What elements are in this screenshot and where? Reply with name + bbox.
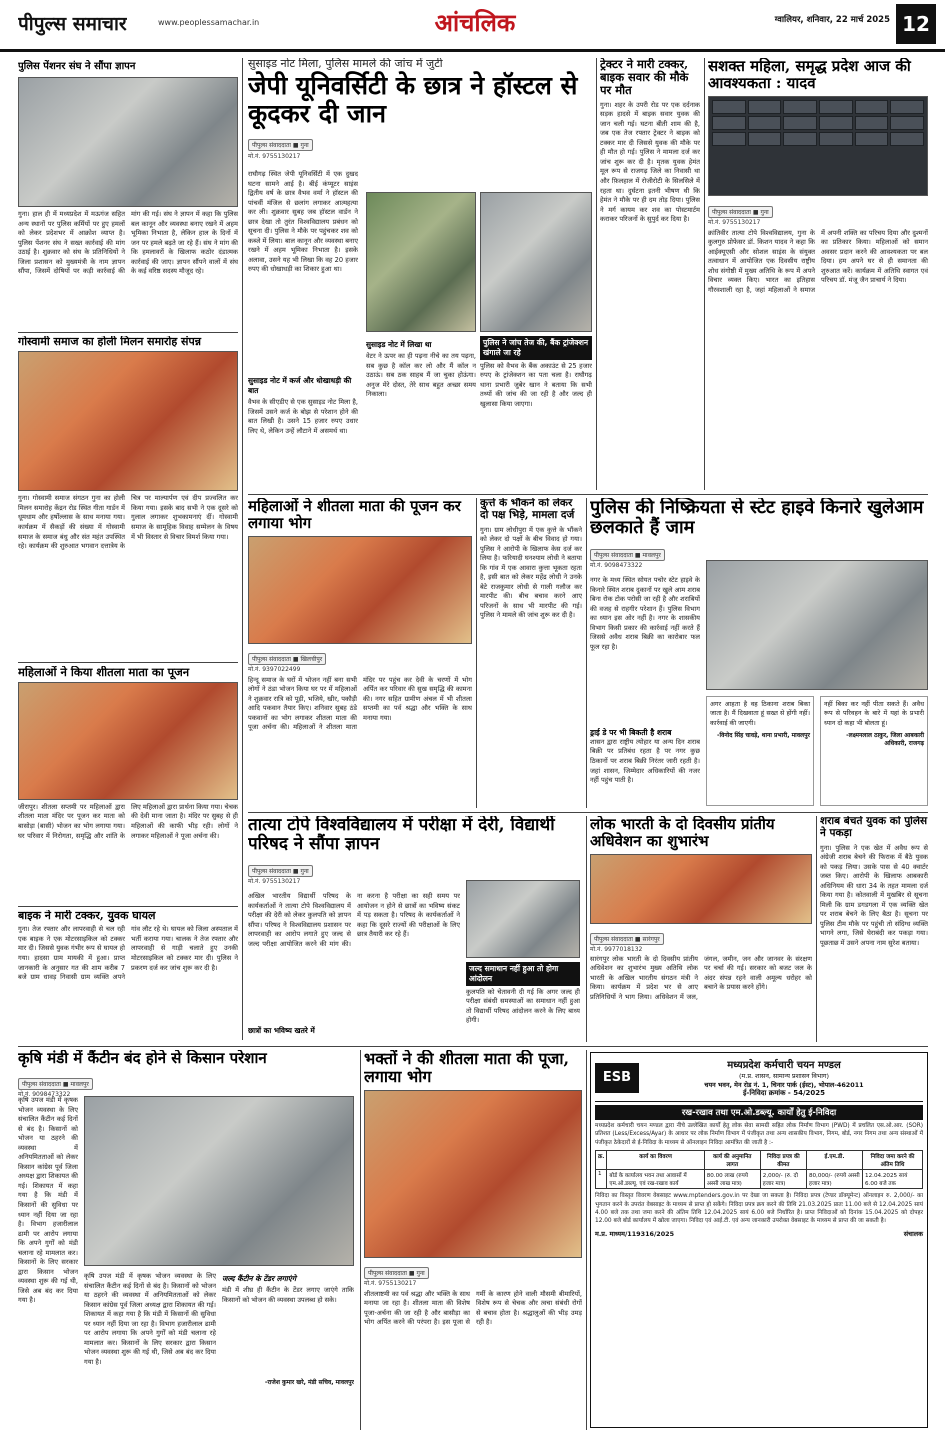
story-yadav	[708, 58, 928, 490]
phone: मो.नं. 9098473322	[18, 1090, 71, 1098]
org-title: मध्यप्रदेश कर्मचारी चयन मण्डल	[727, 1060, 841, 1071]
notice-number: ई-निविदा क्रमांक - 54/2025	[742, 1089, 826, 1097]
story-pensioners	[18, 60, 238, 328]
table-cell: 2,000/- (रु. दो हजार मात्र)	[760, 1170, 806, 1189]
phone: मो.नं. 9755130217	[708, 218, 761, 226]
table-cell: बोर्ड के कार्यालय भवन तथा आवासों में एम.ओ.डब्ल्यू. एवं रख-रखाव कार्य	[607, 1170, 704, 1189]
table-cell: 80,000/- (रुपये अस्सी हजार मात्र)	[806, 1170, 862, 1189]
byline: पीपुल्स संवाददाता ■ खिलचीपुर	[248, 653, 326, 665]
body: शीतलाष्टमी का पर्व श्रद्धा और भक्ति के साथ मनाया जा रहा है। शीतला माता की विशेष पूजा-अर्चना की जा रही है और बासौड़ा का भोग अर्पित करने की परंपरा है। इस पूजा से गर्मी के कारण होने वाली मौसमी बीमारियों, विशेष रूप से चेचक और त्वचा संबंधी रोगों से बचाव होता है। श्रद्धालुओं की भीड़ उमड़ रही है।	[364, 1289, 582, 1327]
headline: कृषि मंडी में कैंटीन बंद होने से किसान परेशान	[18, 1050, 267, 1067]
tender-intro: मध्यप्रदेश कर्मचारी चयन मण्डल द्वारा नीचे उल्लेखित कार्यों हेतु लोक सेवा सामग्री सहित लोक निर्माण विभाग (PWD) में प्रचलित एस.ओ.आर. (SOR) प्रतिशत (Less/Excess/Ayar) के आधार पर लोक निर्माण विभाग में पंजीकृत तथा अन्य शासकीय विभाग, निगम, बोर्ड, नगर निगम तथा अन्य संस्थाओं में पंजीकृत ठेकेदारों से ई-निविदा के माध्यम से ऑनलाइन निविदा आमंत्रित की जाती है :-	[595, 1123, 923, 1146]
caption-body: पुलिस को वैभव के बैंक अकाउंट से 25 हजार रुपए के ट्रांजेक्शन का पता चला है। राघौगढ़ थाना प्रभारी जुबेर खान ने बताया कि सभी तथ्यों की जांच की जा रही है और जल्द ही खुलासा किया जाएगा।	[480, 361, 592, 408]
phone: मो.नं. 9098473322	[590, 562, 643, 570]
story-tatya-tope	[248, 816, 580, 1042]
story-sheetla-bhog	[248, 498, 472, 808]
quote-author: -लक्ष्मनलाल ठाकुर, जिला आबकारी अधिकारी, राजगढ़	[846, 731, 924, 747]
caption-body: कुलपति को चेतावनी दी गई कि अगर जल्द ही परीक्षा संबंधी समस्याओं का समाधान नहीं हुआ तो विद्यार्थी परिषद आंदोलन करने के लिए बाध्य होगी।	[466, 987, 580, 1025]
photo-bhakto	[364, 1090, 582, 1258]
quote-author: -विनोद सिंह चावड़े, थाना प्रभारी, मावलपुर	[716, 731, 810, 739]
story-krishi	[18, 1050, 354, 1430]
headline: शराब बेचते युवक को पुलिस ने पकड़ा	[820, 816, 928, 839]
story-tractor	[600, 58, 700, 490]
phone: मो.नं. 9977018132	[590, 945, 643, 953]
story-bhakto	[364, 1050, 582, 1430]
photo-goswami	[18, 351, 238, 491]
dateline: ग्वालियर, शनिवार, 22 मार्च 2025	[774, 15, 890, 25]
photo-caption-box	[466, 962, 580, 1042]
body: गुना। गोस्वामी समाज संगठन गुना का होली मिलन समारोह केंद्रन रोड स्थित गीता गार्डन में धूमधाम और हर्षोल्लास के साथ मनाया गया। कार्यक्रम में सैकड़ों की संख्या में गोस्वामी समाज के समाज बंधु और संत महंत उपस्थित रहे। कार्यक्रम की शुरुआत भगवान दत्तात्रेय के चित्र पर माल्यार्पण एवं दीप प्रज्वलित कर किया गया। इसके बाद सभी ने एक दूसरे को गुलाल लगाकर शुभकामनाएं दीं। गोस्वामी समाज के सामूहिक विवाह सम्मेलन के विषय में भी विस्तार से विचार विमर्श किया गया।	[18, 494, 238, 551]
headline: लोक भारती के दो दिवसीय प्रांतीय अधिवेशन का शुभारंभ	[590, 816, 775, 850]
story-police-highway	[590, 498, 928, 808]
headline: भक्तों ने की शीतला माता की पूजा, लगाया भोग	[364, 1050, 570, 1086]
table-cell: 1	[596, 1170, 607, 1189]
body: गुना। शहर के उपरी रोड पर एक दर्दनाक सड़क हादसे में बाइक सवार युवक की जान चली गई। घटना बीती शाम की है, जब एक तेज रफ्तार ट्रेक्टर ने बाइक को टक्कर मार दी जिससे युवक की मौके पर ही मौत हो गई। पुलिस ने मामला दर्ज कर जांच शुरू कर दी है। मृतक युवक हेमंत मूल रूप से राजगढ़ जिले का निवासी था और फ़िलहाल में रोजीरोटी के सिलसिले में रहता था। दुर्घटना इतनी भीषण थी कि हेमंत ने मौके पर ही दम तोड़ दिया। पुलिस ने मर्ग कायम कर शव का पोस्टमार्टम कराकर परिजनों के सुपुर्द कर दिया है।	[600, 100, 700, 224]
table-row	[596, 1170, 923, 1189]
headline: बाइक ने मारी टक्कर, युवक घायल	[18, 910, 156, 922]
body: सारंगपुर लोक भारती के दो दिवसीय प्रांतीय अधिवेशन का शुभारंभ मुख्य अतिथि लोक भारती के अखिल भारतीय संगठन मंत्री ने किया। कार्यक्रम में प्रदेश भर से आए प्रतिनिधियों ने भाग लिया। अधिवेशन में जल, जंगल, जमीन, जन और जानवर के संरक्षण पर चर्चा की गई। सरकार को बजट जल के अंदर संपन्न रहने वाली अमूल्य धरोहर को बचाने के प्रयास करने होंगे।	[590, 954, 812, 1001]
byline: पीपुल्स संवाददाता ■ गुना	[708, 206, 773, 218]
quote-author: -राजेश कुमार खरे, मंडी सचिव, मावलपुर	[264, 1379, 354, 1386]
headline: पुलिस की निष्क्रियता से स्टेट हाइवे किनारे खुलेआम छलकाते हैं जाम	[590, 498, 924, 539]
story-lok-bharti	[590, 816, 812, 1042]
subhead-block-1	[248, 374, 358, 478]
caption-title: जल्द समाधान नहीं हुआ तो होगा आंदोलन	[466, 962, 580, 986]
body: अखिल भारतीय विद्यार्थी परिषद के कार्यकर्ताओं ने तात्या टोपे विश्वविद्यालय में परीक्षा की देरी को लेकर कुलपति को ज्ञापन सौंपा। परिषद ने विश्वविद्यालय प्रशासन पर लापरवाही का आरोप लगाते हुए जल्द से जल्द परीक्षा आयोजित करने की मांग की। ना करना है परीक्षा का सही समय पर आयोजन न होने से छात्रों का भविष्य संकट में पड़ सकता है। परिषद के कार्यकर्ताओं ने कहा कि दूसरे राज्यों की परीक्षाओं के लिए छात्र तैयारी कर रहे हैं।	[248, 892, 460, 948]
dry-day-block	[590, 728, 700, 808]
photo-caption-box	[480, 336, 592, 490]
photo-memorandum	[466, 880, 580, 958]
subhead: छात्रों का भविष्य खतरे में	[248, 1026, 315, 1035]
tender-signatory: संचालक	[903, 1229, 923, 1238]
phone: मो.नं. 9397022499	[248, 665, 301, 673]
section-title: आंचलिक	[434, 8, 516, 37]
story-sharab-youth	[820, 816, 928, 1042]
quote-text: अगर आहता है वह ठिकाना शराब बिका जाता है। मैं दिखवाता हूं सख्त से होंगी नहीं। कार्रवाई की जाएगी।	[710, 700, 810, 727]
subhead: जल्द कैंटीन के टेंडर लगाएंगे	[222, 1274, 297, 1283]
quote-2	[820, 696, 928, 806]
tender-notice	[590, 1052, 928, 1428]
tender-footer: निविदा का विस्तृत विवरण वेबसाइट www.mptenders.gov.in पर देखा जा सकता है। निविदा प्रपत्र (टेण्डर डॉक्यूमेन्ट) ऑनलाइन रु. 2,000/- का भुगतान करने के उपरांत वेबसाइट के माध्यम से प्राप्त हो सकेंगे। निविदा प्रपत्र क्रय करने की तिथि 21.03.2025 प्रातः 11.00 बजे से 12.04.2025 सायं 4.00 बजे तक तथा जमा करने की अंतिम तिथि 12.04.2025 सायं 6.00 बजे निर्धारित है। प्राप्त निविदाओं को दिनांक 15.04.2025 को दोपहर 12.00 बजे बोर्ड कार्यालय में खोला जाएगा। निविदा एवं आई.टी. एवं अन्य जानकारी उपरोक्त वेबसाइट के माध्यम से प्राप्त की जा सकती है।	[595, 1193, 923, 1225]
subhead: सुसाइड नोट में कर्ज और धोखाधड़ी की बात	[248, 376, 352, 395]
subhead: सुसाइड नोट में लिखा था	[366, 340, 432, 349]
page-number: 12	[896, 4, 936, 44]
headline: कुत्ते के भौंकने को लेकर दो पक्ष भिड़े, मामला दर्ज	[480, 498, 575, 521]
col-header: ई.एम.डी.	[806, 1151, 862, 1170]
photo-canteen	[84, 1096, 354, 1266]
headline: गोस्वामी समाज का होली मिलन समारोह संपन्न	[18, 336, 202, 348]
col-header: निविदा प्रपत्र की कीमत	[760, 1151, 806, 1170]
org-sub: (म.प्र. शासन, सामान्य प्रशासन विभाग)	[738, 1072, 830, 1080]
byline: पीपुल्स संवाददाता ■ सारंगपुर	[590, 933, 664, 945]
body: गुना। हाल ही में मध्यप्रदेश में मऊगंज सहित अन्य स्थानों पर पुलिस कर्मियों पर हुए हमलों को लेकर प्रदेशभर में आक्रोश व्याप्त है। पुलिस पेंशनर संघ ने सख्त कार्रवाई की मांग उठाई है। शुक्रवार को संघ के प्रतिनिधियों ने जिला प्रशासन को मुख्यमंत्री के नाम ज्ञापन सौंपा, जिसमें दोषियों पर कड़ी कार्रवाई की मांग की गई। संघ ने ज्ञापन में कहा कि पुलिस बल कानून और व्यवस्था बनाए रखने में अहम भूमिका निभाता है, लेकिन हाल के दिनों में जन पर हमले बढ़ते जा रहे हैं। संघ ने मांग की कि हमलावरों के खिलाफ कठोर दंडात्मक कार्रवाई की जाए। ज्ञापन सौंपने वालों में संघ के कई वरिष्ठ सदस्य मौजूद रहे।	[18, 210, 238, 276]
tender-heading: रख-रखाव तथा एम.ओ.डब्ल्यू. कार्यों हेतु ई-निविदा	[595, 1105, 923, 1120]
photo-sheetla-bhog	[248, 536, 472, 644]
story-bike-accident	[18, 910, 238, 1038]
website-url[interactable]: www.peoplessamachar.in	[158, 18, 260, 27]
body-col-2: कृषि उपज मंडी में कृषक भोजन व्यवस्था के लिए संचालित कैंटीन कई दिनों से बंद है। किसानों को भोजन या ठहरने की व्यवस्था में अनियमितताओं को लेकर किसान कांग्रेस पूर्व जिला अध्यक्ष द्वारा शिकायत की गई। शिकायत में कहा गया है कि मंडी में किसानों की सुविधा पर ध्यान नहीं दिया जा रहा है। विभाग हजारीलाल ढामी पर आरोप लगाया कि अपने गुर्गों को मंडी चलाना रहे मामलात कर। किसानों के लिए सरकार द्वारा किसान भोजन व्यवस्था शुरू की गई थी, जिसे अब बंद कर दिया गया है।	[84, 1272, 216, 1366]
table-cell: 80.00 लाख (रुपये अस्सी लाख मात्र)	[704, 1170, 760, 1189]
col-header: कार्य का विवरण	[607, 1151, 704, 1170]
byline: पीपुल्स संवाददाता ■ मावलपुर	[590, 549, 665, 561]
headline: महिलाओं ने किया शीतला माता का पूजन	[18, 666, 190, 679]
phone: मो.नं. 9755130217	[364, 1279, 417, 1287]
photo-jp-police	[480, 192, 592, 332]
table-cell: 12.04.2025 सायं 6.00 बजे तक	[863, 1170, 923, 1189]
body-2: वैभव के सीएडीए से एक सुसाइड नोट मिला है, जिसमें उसने कर्ज के बोझ से परेशान होने की बात लिखी है। उसने 15 हजार रुपए उधार लिए थे, लेकिन उन्हें लौटाने में असमर्थ था।	[248, 398, 358, 435]
story-sheetla-women	[18, 666, 238, 902]
body: क्रांतिवीर तात्या टोपे विश्वविद्यालय, गुना के कुलगुरु प्रोफेसर डॉ. किशन यादव ने कहा कि आईक्यूएसी और सोशल साइंस के संयुक्त तत्वाधान में आयोजित एक दिवसीय राष्ट्रीय शोध संगोष्ठी में मुख्य अतिथि के रूप में अपने विचार व्यक्त किए। भारत का इतिहास गौरवशाली रहा है, जहां महिलाओं ने समाज में अपनी शक्ति का परिचय दिया और दुश्मनों का प्रतिकार किया। महिलाओं को समान अवसर प्रदान करने की आवश्यकता पर बल दिया। हम अपने घर से ही समानता की शुरुआत करें। कार्यक्रम में अतिथि स्वागत एवं परिचय डॉ. मंजू जैन प्राचार्य ने दिया।	[708, 228, 928, 294]
story-goswami	[18, 336, 238, 658]
photo-lok-bharti	[590, 854, 812, 924]
quote-1	[706, 696, 814, 806]
subhead-block-2	[366, 338, 476, 462]
body: राघौगढ़ स्थित जेपी यूनिवर्सिटी में एक दुखद घटना सामने आई है। बीई कंप्यूटर साइंस द्वितीय वर्ष के छात्र वैभव वर्मा ने हॉस्टल की पांचवीं मंजिल से छलांग लगाकर आत्महत्या कर ली। शुक्रवार सुबह जब हॉस्टल वार्डन ने छात्र देखा तो तुरंत विश्वविद्यालय प्रबंधन को सूचना दी। पुलिस ने मौके पर पहुंचकर शव को कब्जे में लिया। बाल कानून और व्यवस्था बनाए रखने में अहम भूमिका निभाता है। इसके अलावा, उसने यह भी लिखा कि वह 20 हजार रुपए की धोखाधड़ी का शिकार हुआ था।	[248, 170, 358, 274]
photo-jp-campus	[366, 192, 476, 332]
org-address: चयन भवन, मेन रोड नं. 1, चिनार पार्क (ईस्ट), भोपाल-462011	[704, 1081, 864, 1089]
headline: तात्या टोपे विश्वविद्यालय में परीक्षा में देरी, विद्यार्थी परिषद ने सौंपा ज्ञापन	[248, 816, 555, 855]
story-jp-suicide	[248, 58, 592, 490]
headline: जेपी यूनिवर्सिटी के छात्र ने हॉस्टल से कूदकर दी जान	[248, 71, 578, 129]
headline: ट्रेक्टर ने मारी टक्कर, बाइक सवार की मौके पर मौत	[600, 58, 689, 97]
body: हिन्दू समाज के घरों में भोजन नहीं बना सभी लोगों ने ठंडा भोजन किया घर पर में महिलाओं ने शुक्रवार रात्रि को पूड़ी, भजिये, खीर, पकौड़ी आदि पकवान तैयार किए। शनिवार सुबह ठंडे पकवानों का भोग लगाकर शीतला माता की पूजा अर्चना की। महिलाओं ने शीतला माता मंदिर पर पहुंच कर देवी के चरणों में भोग अर्पित कर परिवार की सुख समृद्धि की कामना की। नगर सहित ग्रामीण अंचल में भी शीतला सप्तमी का पर्व श्रद्धा और भक्ति के साथ मनाया गया।	[248, 675, 472, 732]
table-header-row	[596, 1151, 923, 1170]
byline: पीपुल्स संवाददाता ■ गुना	[248, 865, 313, 877]
quote-box	[222, 1272, 354, 1426]
body: गुना। पुलिस ने एक खेत में अवैध रूप से अंग्रेजी शराब बेचने की फिराक में बैठे युवक को पकड़ लिया। उसके पास से 40 क्वार्टर जब्त किए। आरोपी के खिलाफ आबकारी अधिनियम की धारा 34 के तहत मामला दर्ज किया गया है। कोतवाली में मुखबिर से सूचना मिली कि ग्राम डगडगला में एक व्यक्ति खेत पर शराब बेचने के लिए बैठा है। सूचना पर पुलिस टीम मौके पर पहुंची तो संदिग्ध व्यक्ति भागने लगा, जिसे घेराबंदी कर पकड़ा गया। पूछताछ में उसने अपना नाम सुरेश बताया।	[820, 843, 928, 947]
col-header: कार्य की अनुमानित लागत	[704, 1151, 760, 1170]
subhead: ड्राई डे पर भी बिकती है शराब	[590, 728, 700, 738]
headline: महिलाओं ने शीतला माता की पूजन कर लगाया भोग	[248, 498, 461, 532]
headline: पुलिस पेंशनर संघ ने सौंपा ज्ञापन	[18, 60, 238, 75]
photo-webinar	[708, 96, 928, 196]
body-2: शासन द्वारा राष्ट्रीय त्योहार या अन्य दिन शराब बिक्री पर प्रतिबंध रहता है पर नगर कुछ ठिकानों पर शराब बिक्री निरंतर जारी रहती है। जहां शासन, जिम्मेदार अधिकारियों की नजर नहीं पहुंच पाती है।	[590, 737, 700, 785]
body: जीरापुर। शीतला सप्तमी पर महिलाओं द्वारा शीतला माता मंदिर पर पूजन कर माता को बासोड़ा (बासी) भोजन का भोग लगाया गया। घर परिवार में निरोगता, समृद्धि और शांति के लिए महिलाओं द्वारा प्रार्थना किया गया। चेचक की देवी माना जाता है। मंदिर पर सुबह से ही महिलाओं की काफी भीड़ रही। लोगों ने लगाकर महिलाओं ने पूजा अर्चना की।	[18, 802, 238, 840]
tender-ref: म.प्र. माध्यम/119316/2025	[595, 1229, 675, 1238]
quote-text: मंडी में शीघ्र ही कैंटीन के टेंडर लगाए जाएंगे ताकि किसानों को भोजन की व्यवस्था उपलब्ध हो सके।	[222, 1286, 354, 1304]
body-col-1: कृषि उपज मंडी में कृषक भोजन व्यवस्था के लिए संचालित कैंटीन कई दिनों से बंद है। किसानों को भोजन या ठहरने की व्यवस्था में अनियमितताओं को लेकर किसान कांग्रेस पूर्व जिला अध्यक्ष द्वारा शिकायत की गई। शिकायत में कहा गया है कि मंडी में किसानों की सुविधा पर ध्यान नहीं दिया जा रहा है। विभाग हजारीलाल ढामी पर आरोप लगाया कि अपने गुर्गों को मंडी चलाना रहे मामलात कर। किसानों के लिए सरकार द्वारा किसान भोजन व्यवस्था शुरू की गई थी, जिसे अब बंद कर दिया गया है।	[18, 1096, 78, 1305]
body: गुना। ग्राम लोधीपुरा में एक कुत्ते के भौंकने को लेकर दो पक्षों के बीच विवाद हो गया। पुलिस ने आरोपी के खिलाफ केस दर्ज कर लिया है। फरियादी घनश्याम लोधी ने बताया कि गांव में एक आवारा कुत्ता भूकता रहता है, इसी बात को लेकर महेंद्र लोधी ने उनके बेटे राजकुमार लोधी से गाली गलौज कर मारपीट की। बीच बचाव करने आए परिजनों के साथ भी मारपीट की गई। पुलिस ने मामले की जांच शुरू कर दी है।	[480, 525, 582, 620]
byline: पीपुल्स संवाददाता ■ मावलपुर	[18, 1078, 93, 1090]
col-header: निविदा जमा करने की अंतिम तिथि	[863, 1151, 923, 1170]
tender-table	[595, 1150, 923, 1189]
byline: पीपुल्स संवाददाता ■ गुना	[364, 1267, 429, 1279]
quote-text: नहीं बिका कर नहीं पीता सकते हैं। अवैध रूप से परिवहन के बारे में यहां के प्रभारी ध्यान दो कहा भी बोलता हूं।	[824, 700, 924, 727]
body: नगर के मध्य स्थित सोयत पचोर स्टेट हाइवे के किनारे स्थित शराब दुकानों पर खुले आम शराब बिना रोक टोक परोसी जा रही है और शराबियों की वजह से राहगीर परेशान हैं। पुलिस विभाग का ध्यान इस ओर नहीं है। नगर के शासकीय विभाग किसी प्रकार की कार्रवाई नहीं करते हैं जिससे अवैध शराब बिक्री का कारोबार फल फूल रहा है।	[590, 576, 700, 651]
brand-logo: पीपुल्स समाचार	[18, 13, 127, 35]
esb-logo: ESB	[595, 1063, 639, 1093]
phone: मो.नं. 9755130217	[248, 153, 301, 161]
photo-liquor-shop	[706, 560, 928, 690]
masthead	[0, 0, 945, 52]
headline: सशक्त महिला, समृद्ध प्रदेश आज की आवश्यकता : यादव	[708, 58, 911, 92]
phone: मो.नं. 9755130217	[248, 878, 301, 886]
byline: पीपुल्स संवाददाता ■ गुना	[248, 139, 313, 151]
kicker: सुसाइड नोट मिला, पुलिस मामले की जांच में जुटी	[248, 58, 443, 70]
caption-title: पुलिस ने जांच तेज की, बैंक ट्रांजेक्शन खंगाले जा रहे	[480, 336, 592, 360]
col-header: क्र.	[596, 1151, 607, 1170]
story-dog-fight	[480, 498, 582, 808]
body-3: वेटर ने ऊपर का ही पढ़ना नीचे का तय पढ़ना, सब कुछ है कॉल कर लो और मैं कॉल न उठाऊं। सब ठक साहब मैं जा चुका होऊंगा। अनुज मेरे दोस्त, तेरे साथ बहुत अच्छा समय निकाला।	[366, 352, 476, 399]
body: गुना। तेज रफ्तार और लापरवाही से चल रही एक बाइक ने एक मोटरसाइकिल को टक्कर मार दी। जिससे युवक गंभीर रूप से घायल हो गया। हादसा ग्राम मायकी में हुआ। प्राप्त जानकारी के अनुसार गत की शाम करीब 7 बजे ग्राम धावड़ निवासी ग्राम व्यक्ति अपने गांव लौट रहे थे। घायल को जिला अस्पताल में भर्ती कराया गया। चालक ने तेज रफ्तार और लापरवाही से गाड़ी चलाते हुए उनकी मोटरसाइकिल को टक्कर मार दी। पुलिस ने प्रकरण दर्ज कर जांच शुरू कर दी है।	[18, 925, 238, 982]
photo-pensioners	[18, 77, 238, 207]
photo-sheetla-women	[18, 682, 238, 800]
